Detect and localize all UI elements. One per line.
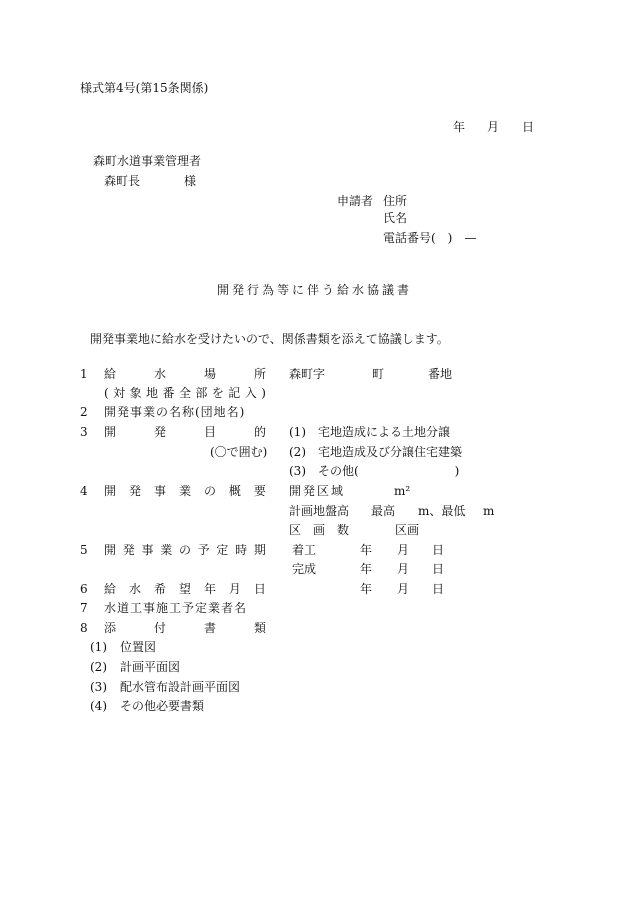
attachment-num: (2) (90, 660, 107, 674)
attachment-label: その他必要書類 (120, 699, 205, 713)
date-day: 日 (522, 120, 535, 134)
attachment-label: 位置図 (120, 640, 157, 654)
item2-label: 開発事業の名称(団地名) (104, 405, 246, 419)
item4-area-unit: m² (394, 484, 411, 498)
item6-day: 日 (432, 582, 445, 596)
date-month: 月 (487, 120, 500, 134)
item-number: 6 (80, 582, 88, 596)
item6-label: 給 水 希 望 年 月 日 (104, 582, 266, 596)
item3-option-2: (2) 宅地造成及び分譲住宅建築 (289, 445, 462, 459)
item6-year: 年 (360, 582, 373, 596)
attachment-label: 配水管布設計画平面図 (120, 680, 241, 694)
applicant-label: 申請者 (337, 194, 374, 208)
item4-area-label: 開発区域 (289, 484, 346, 498)
item3-option-1: (1) 宅地造成による土地分譲 (289, 425, 450, 439)
applicant-phone: 電話番号( ) — (383, 231, 477, 245)
addressee-mayor: 森町長 (104, 174, 141, 188)
item5-end: 完成 (292, 562, 317, 576)
date-year: 年 (453, 120, 466, 134)
item1-banchi: 番地 (428, 367, 453, 381)
addressee-manager: 森町水道事業管理者 (93, 154, 202, 168)
item5-label: 開 発 事 業 の 予 定 時 期 (104, 543, 266, 557)
addressee-honorific: 様 (184, 174, 197, 188)
attachment-num: (4) (90, 699, 107, 713)
item-number: 7 (80, 601, 88, 615)
item3-note: (〇で囲む) (210, 445, 268, 459)
item1-cho: 町 (372, 367, 385, 381)
item-number: 5 (80, 543, 88, 557)
item7-label: 水道工事施工予定業者名 (104, 601, 248, 615)
item4-height-m1: m、最低 (418, 504, 466, 518)
item4-height-max: 最高 (371, 504, 396, 518)
item3-option-3: (3) その他( ) (289, 464, 460, 478)
intro-text: 開発事業地に給水を受けたいので、関係書類を添えて協議します。 (90, 332, 449, 346)
item5-end-year: 年 (360, 562, 373, 576)
item6-month: 月 (397, 582, 410, 596)
item-number: 2 (80, 405, 88, 419)
item5-start-day: 日 (432, 543, 445, 557)
item1-town: 森町字 (289, 367, 326, 381)
item-number: 4 (80, 484, 88, 498)
item4-label: 開 発 事 業 の 概 要 (104, 484, 266, 498)
item8-label: 添 付 書 類 (104, 621, 266, 635)
item5-start: 着工 (292, 543, 317, 557)
attachment-num: (3) (90, 680, 107, 694)
item4-lots-label: 区 画 数 (289, 523, 349, 537)
item-number: 3 (80, 425, 88, 439)
item4-height-m2: m (483, 504, 495, 518)
item5-start-month: 月 (397, 543, 410, 557)
applicant-address: 住所 (383, 194, 408, 208)
item5-end-day: 日 (432, 562, 445, 576)
item4-height-label: 計画地盤高 (289, 504, 350, 518)
item3-label: 開 発 目 的 (104, 425, 266, 439)
item1-label: 給 水 場 所 (104, 367, 266, 381)
attachment-label: 計画平面図 (120, 660, 181, 674)
attachment-num: (1) (90, 640, 107, 654)
item1-sublabel: ( 対 象 地 番 全 部 を 記 入 ) (104, 386, 266, 400)
item4-lots-unit: 区画 (395, 523, 420, 537)
item5-end-month: 月 (397, 562, 410, 576)
applicant-name: 氏名 (383, 211, 408, 225)
form-label: 様式第4号(第15条関係) (80, 81, 209, 95)
item-number: 8 (80, 621, 88, 635)
item5-start-year: 年 (360, 543, 373, 557)
document-title: 開発行為等に伴う給水協議書 (217, 283, 413, 297)
item-number: 1 (80, 367, 88, 381)
